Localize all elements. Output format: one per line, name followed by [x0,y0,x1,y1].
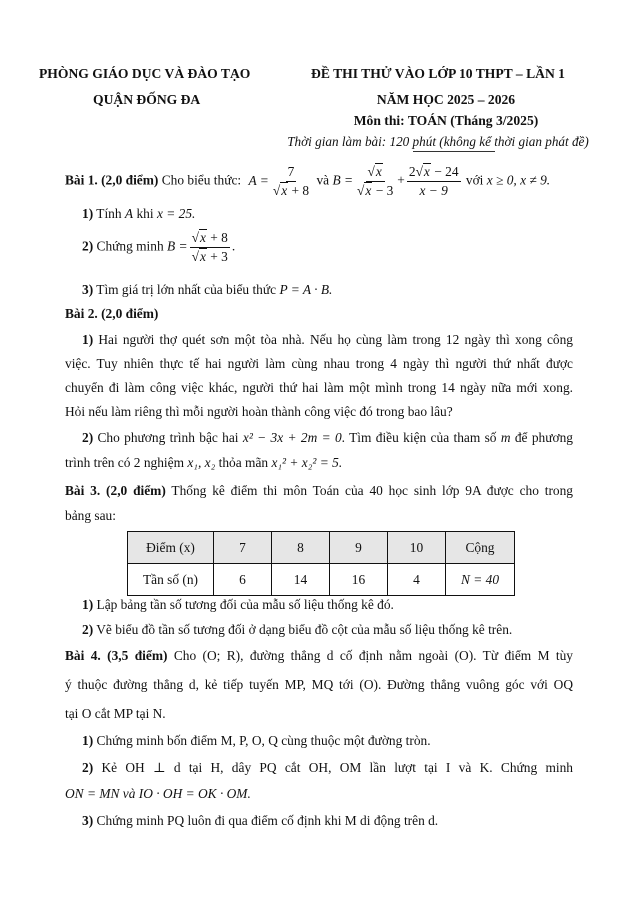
table-row-frequencies [128,564,515,596]
bai2-q1-line-1: 1) Hai người thợ quét sơn một tòa nhà. Nếu họ cùng làm trong 12 ngày thì xong công [82,332,573,347]
expr-A-denominator: √x + 8 [272,183,310,198]
table-cell: 16 [330,564,388,596]
word-and: và [316,172,330,188]
time-allowed: Thời gian làm bài: 120 phút (không kể thời gian phát đề) [287,134,589,149]
exam-title: ĐỀ THI THỬ VÀO LỚP 10 THPT – LẦN 1 [311,66,565,81]
bai1-question-2: 2) Chứng minh B = $\frac{√x + 8}{√x + 3}$ . [82,230,236,264]
table-header-frequency: Tần số (n) [128,564,214,596]
bai4-question-2-line-1: 2) Kẻ OH ⊥ d tại H, dây PQ cắt OH, OM lần lượt tại I và K. Chứng minh [82,760,573,775]
bai2-q1-line-2: việc. Tuy nhiên thực tế hai người làm cùng nhau trong 4 ngày thì người thứ nhất được [65,356,573,371]
department-name: PHÒNG GIÁO DỤC VÀ ĐÀO TẠO [39,66,251,81]
bai1-question-1: 1) Tính A khi x = 25. [82,206,196,221]
bai2-q2-line-2: trình trên có 2 nghiệm x₁, x₂ thỏa mãn x₁² + x₂² = 5. [65,455,343,470]
table-row-scores [128,532,515,564]
district-name: QUẬN ĐỐNG ĐA [93,92,201,107]
table-cell: 6 [214,564,272,596]
header-underline [413,151,495,152]
subject-line: Môn thi: TOÁN (Tháng 3/2025) [353,113,539,128]
bai3-intro-line-2: bảng sau: [65,508,116,523]
table-cell: 8 [272,532,330,564]
school-year: NĂM HỌC 2025 – 2026 [376,92,516,107]
expr-A-numerator: 7 [286,164,297,182]
table-header-score: Điểm (x) [128,532,214,564]
bai3-question-2: 2) Vẽ biểu đồ tần số tương đối ở dạng biểu đồ cột của mẫu số liệu thống kê trên. [82,622,513,637]
bai2-q1-line-4: Hỏi nếu làm riêng thì mỗi người hoàn thành công việc đó trong bao lâu? [65,404,453,419]
frequency-table [127,531,515,596]
bai1-title: Bài 1. (2,0 điểm) [65,172,159,188]
bai2-q1-line-3: chuyển đi làm công việc khác, người thứ hai làm một mình trong 14 ngày nữa mới xong. [65,380,573,395]
expr-B-fraction-2: $\frac{2√x - 24}{x - 9}$ [408,164,459,198]
expr-B-fraction-1: $\frac{√x}{√x - 3}$ [357,164,394,198]
table-cell: 14 [272,564,330,596]
plus-sign: + [397,172,405,188]
bai3-question-1: 1) Lập bảng tần số tương đối của mẫu số liệu thống kê đó. [82,597,394,612]
table-header-total: Cộng [446,532,515,564]
table-cell: 4 [388,564,446,596]
bai4-line-3: tại O cắt MP tại N. [65,706,166,721]
table-cell: 10 [388,532,446,564]
domain-condition: x ≥ 0, x ≠ 9. [486,172,551,188]
bai3-intro-line-1: Bài 3. (2,0 điểm) Thống kê điểm thi môn Toán của 40 học sinh lớp 9A được cho trong [65,483,573,498]
bai4-question-2-line-2: ON = MN và IO · OH = OK · OM. [65,786,251,801]
table-cell: 7 [214,532,272,564]
table-cell: 9 [330,532,388,564]
bai4-line-2: ý thuộc đường thẳng d, kẻ tiếp tuyến MP, MQ tới (O). Đường thẳng vuông góc với OQ [65,677,573,692]
bai2-title: Bài 2. (2,0 điểm) [65,306,159,321]
word-with: với [465,172,484,188]
table-total-value: N = 40 [446,564,515,596]
bai4-line-1: Bài 4. (3,5 điểm) Cho (O; R), đường thẳng d cố định nằm ngoài (O). Từ điểm M tùy [65,648,573,663]
bai2-q2-line-1: 2) Cho phương trình bậc hai x² − 3x + 2m = 0. Tìm điều kiện của tham số m để phương [82,430,573,445]
bai4-question-3: 3) Chứng minh PQ luôn đi qua điểm cố định khi M di động trên d. [82,813,439,828]
bai1-intro: Cho biểu thức: [161,172,242,188]
expr-A-lhs: A = [248,172,269,188]
expr-B-lhs: B = [332,172,354,188]
bai1-statement [65,164,550,199]
bai4-question-1: 1) Chứng minh bốn điểm M, P, O, Q cùng thuộc một đường tròn. [82,733,431,748]
bai1-question-3: 3) Tìm giá trị lớn nhất của biểu thức P = A · B. [82,282,333,297]
expr-A-fraction [271,164,311,199]
